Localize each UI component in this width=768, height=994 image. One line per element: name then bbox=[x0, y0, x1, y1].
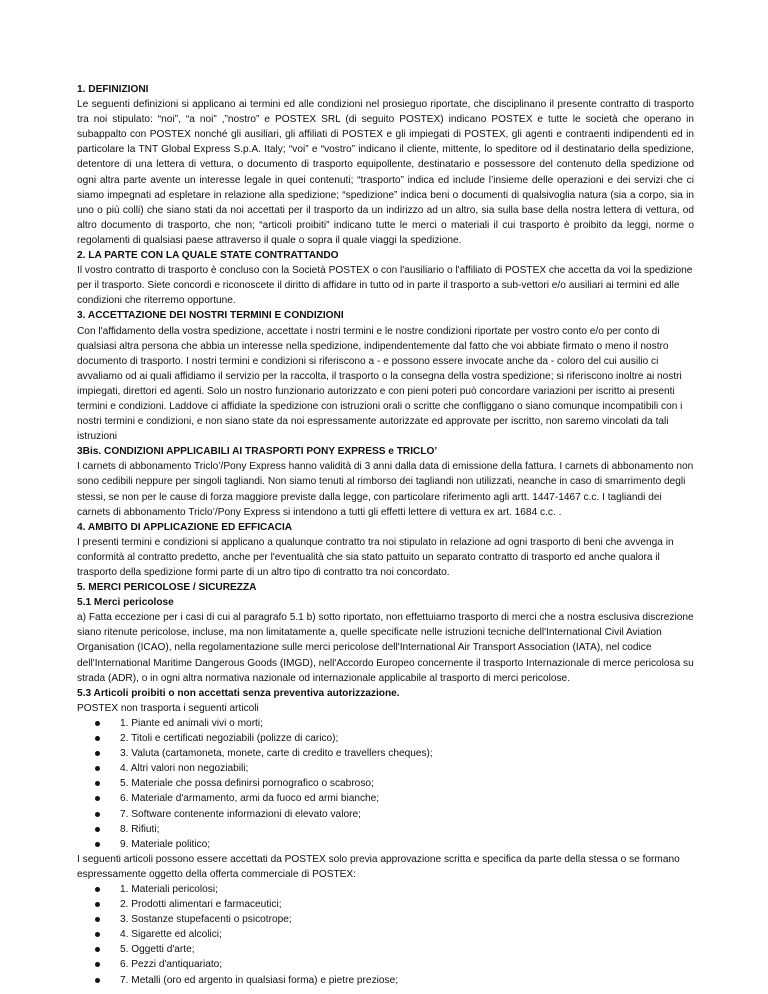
section-2-text: Il vostro contratto di trasporto è concluso con la Società POSTEX o con l'ausiliario o l'affiliato di POSTEX che accetta da voi la spedizione per il trasporto. Siete concordi e riconoscete il diritto di affidare in tutto od in parte il trasporto a sub-vettori e/o ausiliari ai termini ed alle condizioni che riterremo opportune. bbox=[77, 265, 693, 307]
list-item: 7. Metalli (oro ed argento in qualsiasi forma) e pietre preziose; bbox=[77, 973, 694, 988]
bullet-icon bbox=[95, 947, 100, 952]
section-3-text: Con l'affidamento della vostra spedizione, accettate i nostri termini e le nostre condizioni riportate per vostro conto e/o per conto di qualsiasi altra persona che abbia un interesse nella spedizione, indipendentemente dal fatto che voi abbiate firmato o meno il nostro documento di trasporto. I nostri termini e condizioni si riferiscono a - e possono essere invocate anche da - coloro del cui ausilio ci avvaliamo od ai quali affidiamo il servizio per la raccolta, il trasporto o la consegna della vostra spedizione; si riferiscono inoltre ai nostri impiegati, direttori ed agenti. Solo un nostro funzionario autorizzato e con pieni poteri può concordare variazioni per iscritto ai presenti termini e condizioni. Laddove ci affidiate la spedizione con istruzioni orali o scritte che confliggano o siano comunque incompatibili con i nostri termini e condizioni, e non siano state da noi espressamente autorizzate ed approvate per iscritto, non saremo vincolati da tali istruzioni bbox=[77, 325, 683, 443]
section-5-1-heading: 5.1 Merci pericolose bbox=[77, 597, 174, 609]
bullet-icon bbox=[95, 978, 100, 983]
list-item: 1. Materiali pericolosi; bbox=[77, 882, 694, 897]
list-item: 9. Materiale politico; bbox=[77, 837, 694, 852]
bullet-icon bbox=[95, 751, 100, 756]
section-3bis-text: I carnets di abbonamento Triclo’/Pony Express hanno validità di 3 anni dalla data di emissione della fattura. I carnets di abbonamento non sono cedibili neppure per singoli tagliandi. Non siamo tenuti al rimborso dei tagliandi non utilizzati, neanche in caso di smarrimento degli stessi, se non per le cause di forza maggiore previste dalla legge, con particolare riferimento agli artt. 1447-1467 c.c. I tagliandi dei carnets di abbonamento Triclo’/Pony Express si intendono a tutti gli effetti lettere di vettura ex art. 1684 c.c. . bbox=[77, 461, 694, 518]
bullet-icon bbox=[95, 812, 100, 817]
section-5-heading: 5. MERCI PERICOLOSE / SICUREZZA bbox=[77, 582, 257, 594]
section-5-3-intro: POSTEX non trasporta i seguenti articoli bbox=[77, 702, 259, 714]
list-item: 5. Oggetti d'arte; bbox=[77, 942, 694, 957]
list-item: 6. Materiale d'armamento, armi da fuoco ed armi bianche; bbox=[77, 791, 694, 806]
list-item: 4. Sigarette ed alcolici; bbox=[77, 927, 694, 942]
list-item: 3. Sostanze stupefacenti o psicotrope; bbox=[77, 912, 694, 927]
bullet-icon bbox=[95, 842, 100, 847]
list-item: 1. Piante ed animali vivi o morti; bbox=[77, 716, 694, 731]
section-1-heading: 1. DEFINIZIONI bbox=[77, 84, 149, 95]
list-item: 5. Materiale che possa definirsi pornografico o scabroso; bbox=[77, 776, 694, 791]
list-item: 7. Software contenente informazioni di elevato valore; bbox=[77, 807, 694, 822]
list-item: 2. Prodotti alimentari e farmaceutici; bbox=[77, 897, 694, 912]
bullet-icon bbox=[95, 736, 100, 741]
bullet-icon bbox=[95, 962, 100, 967]
approval-list bbox=[77, 882, 694, 988]
bullet-icon bbox=[95, 917, 100, 922]
section-5-1-text: a) Fatta eccezione per i casi di cui al paragrafo 5.1 b) sotto riportato, non effettuiamo trasporto di merci che a nostra esclusiva discrezione siano ritenute pericolose, incluse, ma non limitatamente a, quelle specificate nelle istruzioni tecniche dell'International Civil Aviation Organisation (ICAO), nella regolamentazione sulle merci pericolose dell'International Air Transport Association (IATA), nel codice dell'International Maritime Dangerous Goods (IMGD), nell'Accordo Europeo concernente il trasporto Internazionale di merce pericolosa su strada (ADR), o in ogni altra normativa nazionale od internazionale applicabile al trasporto di merci pericolose. bbox=[77, 612, 694, 684]
section-3bis-heading: 3Bis. CONDIZIONI APPLICABILI AI TRASPORTI PONY EXPRESS e TRICLO’ bbox=[77, 446, 438, 458]
list-item: 3. Valuta (cartamoneta, monete, carte di credito e travellers cheques); bbox=[77, 746, 694, 761]
bullet-icon bbox=[95, 887, 100, 892]
prohibited-list bbox=[77, 716, 694, 852]
section-1-text: Le seguenti definizioni si applicano ai termini ed alle condizioni nel prosieguo riportate, che disciplinano il presente contratto di trasporto tra noi stipulato: “noi”, “a noi” ,”nostro” e POSTEX SRL (di seguito POSTEX) indicano POSTEX e tutte le società che operano in subappalto con POSTEX nonché gli ausiliari, gli affiliati di POSTEX e gli impiegati di POSTEX, gli agenti e contraenti indipendenti ed in particolare la TNT Global Express S.p.A. Italy; “voi” e “vostro” indicano il cliente, mittente, lo speditore od il destinatario della spedizione, detentore di una lettera di vettura, o documento di trasporto equipollente, destinatario e possessore del contenuto della spedizione od ogni altra parte avente un interesse legale in quei contenuti; “trasporto” indica ed include l’insieme delle operazioni e dei servizi che ci siamo impegnati ad espletare in relazione alla spedizione; “spedizione” indica beni o documenti di qualsivoglia natura (sia a corpo, sia in uno o più colli) che siano stati da noi accettati per il trasporto da un indirizzo ad un altro, sia sulla base della nostra lettera di vettura, od altro documento di trasporto, che non; “articoli proibiti” indicano tutte le merci o materiali il cui trasporto è proibito da leggi, norme o regolamenti di qualsiasi paese attraverso il quale o sopra il quale viaggi la spedizione. bbox=[77, 99, 694, 246]
section-4-text: I presenti termini e condizioni si applicano a qualunque contratto tra noi stipulato in relazione ad ogni trasporto di beni che avvenga in conformità al contratto predetto, anche per l'eventualità che sia stato pattuito un separato contratto di trasporto ed anche qualora il trasporto della spedizione formi parte di un altro tipo di contratto tra noi concordato. bbox=[77, 536, 674, 578]
bullet-icon bbox=[95, 721, 100, 726]
bullet-icon bbox=[95, 796, 100, 801]
list-item: 4. Altri valori non negoziabili; bbox=[77, 761, 694, 776]
section-2-heading: 2. LA PARTE CON LA QUALE STATE CONTRATTANDO bbox=[77, 250, 339, 262]
section-3-heading: 3. ACCETTAZIONE DEI NOSTRI TERMINI E CONDIZIONI bbox=[77, 310, 344, 322]
bullet-icon bbox=[95, 827, 100, 832]
bullet-icon bbox=[95, 781, 100, 786]
list-item: 8. Rifiuti; bbox=[77, 822, 694, 837]
document-page bbox=[77, 82, 694, 988]
section-5-3-heading: 5.3 Articoli proibiti o non accettati senza preventiva autorizzazione. bbox=[77, 687, 400, 699]
bullet-icon bbox=[95, 766, 100, 771]
bullet-icon bbox=[95, 902, 100, 907]
list-item: 2. Titoli e certificati negoziabili (polizze di carico); bbox=[77, 731, 694, 746]
section-4-heading: 4. AMBITO DI APPLICAZIONE ED EFFICACIA bbox=[77, 521, 293, 533]
bullet-icon bbox=[95, 932, 100, 937]
approval-intro: I seguenti articoli possono essere accettati da POSTEX solo previa approvazione scritta e specifica da parte della stessa o se formano espressamente oggetto della offerta commerciale di POSTEX: bbox=[77, 853, 680, 880]
list-item: 6. Pezzi d'antiquariato; bbox=[77, 957, 694, 972]
